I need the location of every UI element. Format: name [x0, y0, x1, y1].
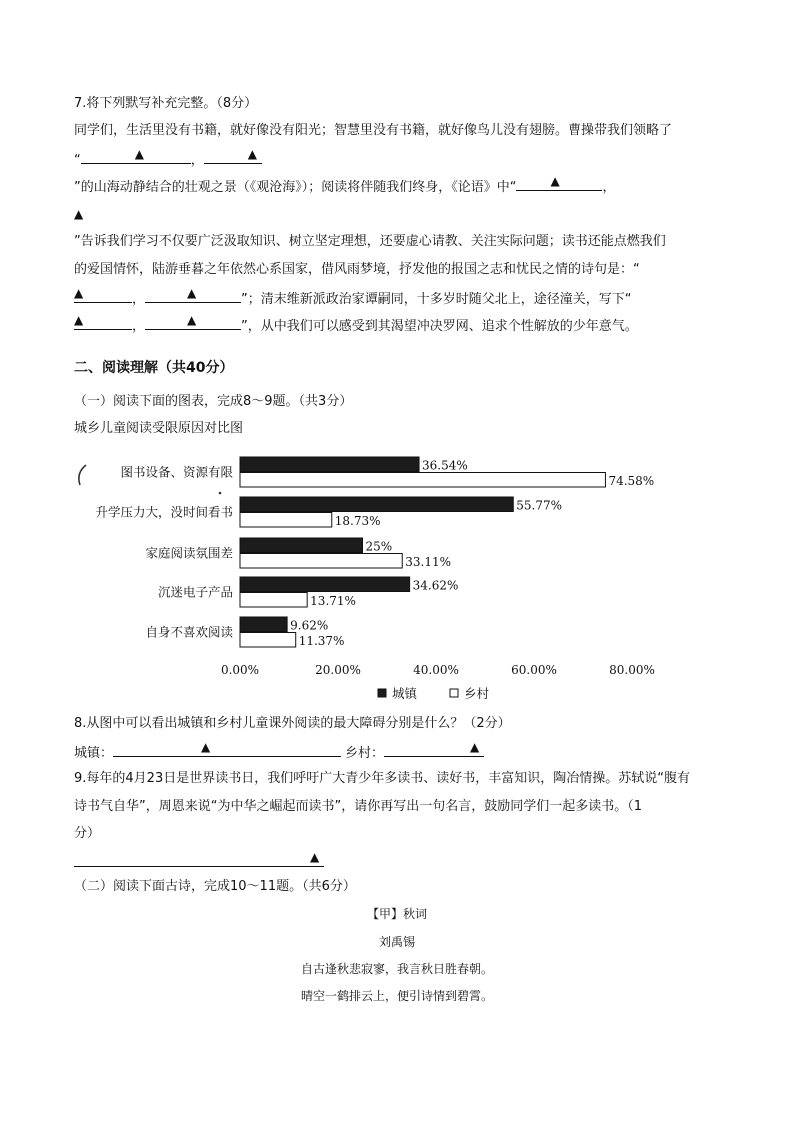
bar-chart: [64, 445, 664, 707]
answer-blank[interactable]: [74, 315, 132, 330]
part2-intro: （二）阅读下面古诗，完成10～11题。（共6分）: [74, 879, 356, 894]
poem-author: 刘禹锡: [378, 935, 415, 949]
q7-line-4: [74, 204, 83, 225]
town-label: 城镇：: [74, 746, 114, 761]
answer-blank[interactable]: [204, 149, 262, 164]
data-label: 74.58%: [608, 474, 655, 488]
data-label: 13.71%: [310, 594, 356, 608]
rural-bar: [240, 593, 307, 608]
triangle-icon: ▲: [134, 147, 144, 161]
part1-intro: （一）阅读下面的图表，完成8～9题。（共3分）: [74, 394, 353, 409]
rural-bar: [240, 554, 402, 569]
town-bar: [240, 457, 419, 472]
poem-line-2: 晴空一鹤排云上，便引诗情到碧霄。: [300, 989, 493, 1003]
legend-label-town: 城镇: [392, 686, 418, 701]
q9-line-2: 诗书气自华”，周恩来说“为中华之崛起而读书”，请你再写出一句名言，鼓励同学们一起多读书。（1: [74, 799, 642, 814]
x-tick-label: 60.00%: [511, 663, 557, 677]
q7-line-8: [74, 315, 638, 337]
data-label: 34.62%: [412, 578, 459, 593]
triangle-icon: ▲: [550, 174, 560, 188]
data-label: 55.77%: [516, 498, 563, 513]
data-label: 11.37%: [298, 634, 345, 648]
legend-label-rural: 乡村: [464, 686, 490, 701]
data-label: 33.11%: [405, 555, 452, 569]
q8-answer-line: [74, 742, 484, 764]
q7-line-1: 同学们，生活里没有书籍，就好像没有阳光；智慧里没有书籍，就好像鸟儿没有翅膀。曹操带我们领略了: [74, 123, 673, 138]
x-tick-label: 80.00%: [609, 663, 655, 677]
triangle-icon: ▲: [201, 740, 211, 754]
q7-line-2: [74, 149, 262, 171]
x-tick-label: 0.00%: [220, 663, 260, 677]
answer-blank[interactable]: [74, 288, 132, 303]
q7-title: 7.将下列默写补充完整。（8分）: [74, 96, 258, 111]
x-tick-label: 40.00%: [413, 663, 459, 677]
town-bar: [240, 497, 513, 512]
data-label: 25%: [365, 539, 393, 554]
section-title: 二、阅读理解（共40分）: [74, 360, 234, 376]
answer-blank[interactable]: [516, 176, 602, 191]
town-bar: [240, 617, 287, 632]
data-label: 36.54%: [422, 458, 468, 473]
q7-line-6: 的爱国情怀，陆游垂暮之年依然心系国家，借风雨梦境，抒发他的报国之志和忧民之情的诗句是：“: [74, 262, 640, 277]
triangle-icon: ▲: [470, 740, 480, 754]
chart-caption: 城乡儿童阅读受限原因对比图: [74, 421, 244, 436]
x-tick-label: 20.00%: [315, 663, 361, 677]
category-label: 升学压力大，没时间看书: [95, 504, 233, 520]
category-label: 图书设备、资源有限: [120, 464, 233, 480]
q7-line-7: [74, 288, 632, 310]
rural-bar: [240, 513, 332, 528]
q9-answer-blank[interactable]: [74, 852, 324, 867]
scan-dot: [219, 492, 222, 495]
q9-answer-line: [74, 852, 324, 874]
rural-bar: [240, 473, 605, 488]
q9-line-1: 9.每年的4月23日是世界读书日，我们呼吁广大青少年多读书、读好书，丰富知识，陶冶情操。苏轼说“腹有: [74, 771, 690, 786]
open-quote: “: [74, 153, 81, 168]
answer-blank[interactable]: [145, 315, 241, 330]
comma: ，: [132, 292, 146, 307]
category-label: 自身不喜欢阅读: [145, 624, 233, 640]
triangle-icon: ▲: [187, 313, 197, 327]
q9-line-3: 分）: [74, 826, 101, 841]
data-label: 9.62%: [290, 618, 329, 633]
scan-mark: [79, 465, 86, 485]
q7-line-3-text: ”的山海动静结合的壮观之景（《观沧海》）；阅读将伴随我们终身，《论语》中“: [74, 180, 517, 195]
q7-line-8-tail: ”，从中我们可以感受到其渴望冲决罗网、追求个性解放的少年意气。: [241, 319, 638, 334]
poem-line-1: 自古逢秋悲寂寥，我言秋日胜春朝。: [300, 962, 493, 976]
rural-bar: [240, 633, 296, 648]
q7-line-3: [74, 176, 616, 198]
answer-blank[interactable]: [81, 149, 191, 164]
town-answer-blank[interactable]: [113, 742, 341, 757]
triangle-icon: ▲: [74, 207, 84, 221]
category-label: 家庭阅读氛围差: [145, 545, 233, 561]
triangle-icon: ▲: [74, 286, 84, 300]
poem-title: 【甲】秋词: [366, 907, 427, 921]
town-bar: [240, 577, 410, 592]
comma: ，: [602, 180, 616, 195]
comma: ，: [190, 153, 204, 168]
triangle-icon: ▲: [310, 850, 320, 864]
legend-swatch-town: [378, 689, 386, 697]
town-bar: [240, 538, 363, 553]
q8-text: 8.从图中可以看出城镇和乡村儿童课外阅读的最大障碍分别是什么？（2分）: [74, 716, 511, 731]
legend-swatch-rural: [450, 689, 458, 697]
triangle-icon: ▲: [187, 286, 197, 300]
q7-line-5: ”告诉我们学习不仅要广泛汲取知识、树立坚定理想，还要虚心请教、关注实际问题；读书还能点燃我们: [74, 234, 666, 249]
data-label: 18.73%: [334, 514, 381, 528]
comma: ，: [132, 319, 146, 334]
triangle-icon: ▲: [74, 313, 84, 327]
q7-line-7-tail: ”；清末维新派政治家谭嗣同，十多岁时随父北上，途径潼关，写下“: [241, 292, 632, 307]
triangle-icon: ▲: [247, 147, 257, 161]
rural-label: 乡村：: [345, 746, 385, 761]
rural-answer-blank[interactable]: [384, 742, 484, 757]
category-label: 沉迷电子产品: [157, 584, 233, 600]
answer-blank[interactable]: [145, 288, 241, 303]
